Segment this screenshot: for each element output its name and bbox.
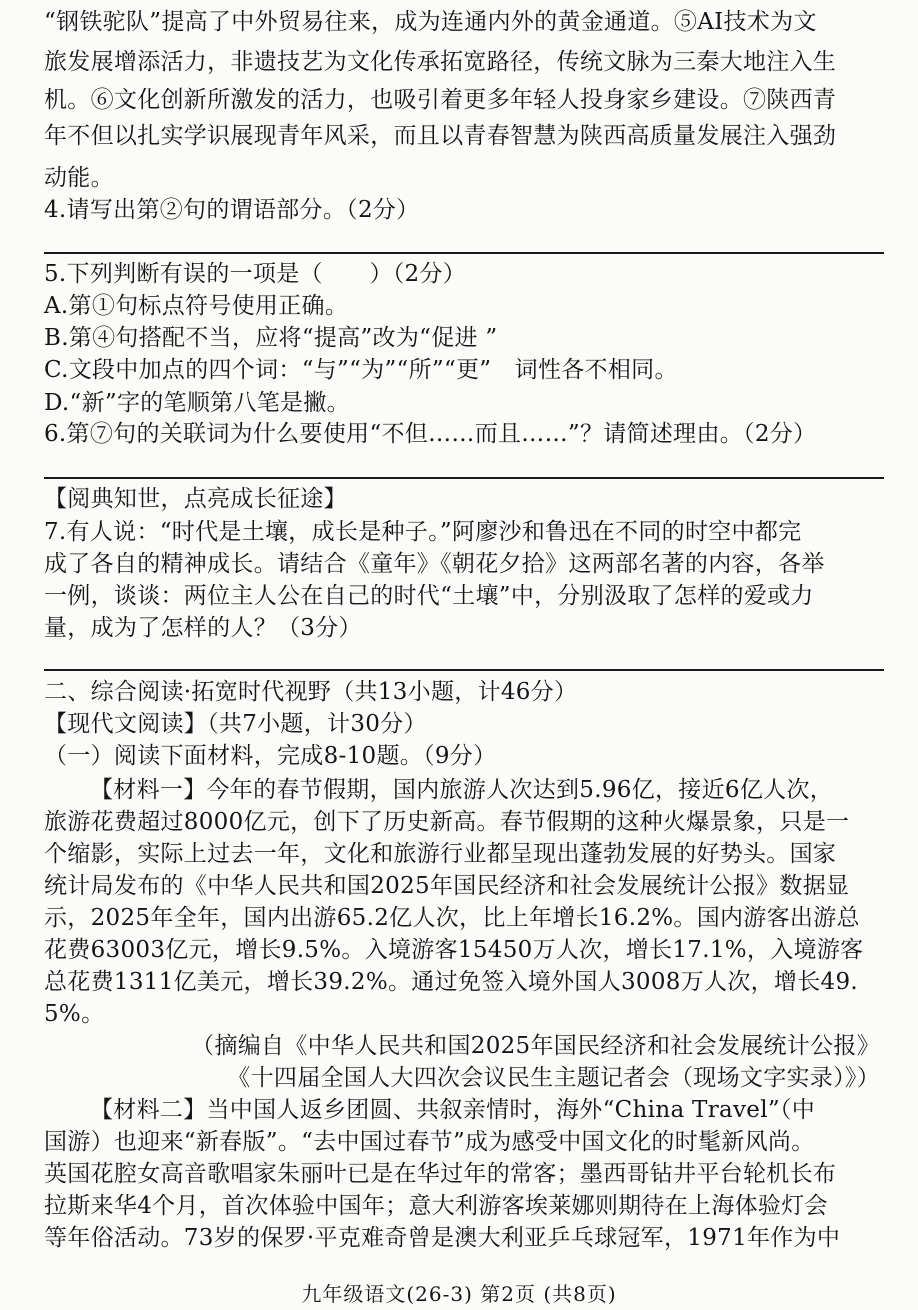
material-two-line: 拉斯来华4个月，首次体验中国年；意大利游客埃莱娜则期待在上海体验灯会 [44,1193,828,1219]
material-one-line: 旅游花费超过8000亿元，创下了历史新高。春节假期的这种火爆景象，只是一 [44,809,850,835]
modern-reading-title: 【现代文阅读】（共7小题，计30分） [44,711,427,737]
page-footer: 九年级语文(26-3) 第2页 (共8页) [301,1282,617,1306]
material-one-line: 花费63003亿元，增长9.5%。入境游客15450万人次，增长17.1%，入境游客 [44,937,864,963]
answer-line [44,477,884,479]
question-7-line: 成了各自的精神成长。请结合《童年》《朝花夕拾》这两部名著的内容，各举 [44,551,825,577]
question-7-line: 一例，谈谈：两位主人公在自己的时代“土壤”中，分别汲取了怎样的爱或力 [44,583,814,609]
option-b: B.第④句搭配不当，应将“提高”改为“促进 ” [44,325,498,351]
passage-line: 动能。 [44,165,114,191]
passage-line: “钢铁驼队”提高了中外贸易往来，成为连通内外的黄金通道。⑤AI技术为文 [44,9,817,35]
material-one-line: 个缩影，实际上过去一年，文化和旅游行业都呈现出蓬勃发展的好势头。国家 [44,841,837,867]
source-citation: 《十四届全国人大四次会议民生主题记者会（现场文字实录）》） [227,1065,880,1091]
option-a: A.第①句标点符号使用正确。 [44,293,349,319]
material-two-line: 【材料二】当中国人返乡团圆、共叙亲情时，海外“China Travel”（中 [90,1097,816,1123]
question-5-stem: 5.下列判断有误的一项是（ ）（2分） [44,261,467,287]
passage-line: 年不但以扎实学识展现青年风采，而且以青春智慧为陕西高质量发展注入强劲 [44,123,837,149]
answer-line [44,252,884,254]
material-one-line: 示，2025年全年，国内出游65.2亿人次，比上年增长16.2%。国内游客出游总 [44,905,860,931]
passage-line: 旅发展增添活力，非遗技艺为文化传承拓宽路径，传统文脉为三秦大地注入生 [44,49,837,75]
option-c: C.文段中加点的四个词：“与”“为”“所”“更” 词性各不相同。 [44,357,678,383]
question-7-line: 量，成为了怎样的人？（3分） [44,615,362,641]
answer-line [44,669,884,671]
section-title: 【阅典知世，点亮成长征途】 [44,486,347,512]
material-one-line: 总花费1311亿美元，增长39.2%。通过免签入境外国人3008万人次，增长49. [44,969,859,995]
material-one-line: 5%。 [44,1001,105,1027]
option-d: D.“新”字的笔顺第八笔是撇。 [44,390,350,416]
question-6: 6.第⑦句的关联词为什么要使用“不但……而且……”？请简述理由。（2分） [44,421,817,447]
material-one-line: 【材料一】今年的春节假期，国内旅游人次达到5.96亿，接近6亿人次， [90,777,834,803]
passage-line: 机。⑥文化创新所激发的活力，也吸引着更多年轻人投身家乡建设。⑦陕西青 [44,87,837,113]
source-citation: （摘编自《中华人民共和国2025年国民经济和社会发展统计公报》 [191,1033,880,1059]
question-7-line: 7.有人说：“时代是土壤，成长是种子。”阿廖沙和鲁迅在不同的时空中都完 [44,519,802,545]
material-two-line: 国游）也迎来“新春版”。“去中国过春节”成为感受中国文化的时髦新风尚。 [44,1129,815,1155]
material-two-line: 等年俗活动。73岁的保罗·平克难奇曾是澳大利亚乒乓球冠军，1971年作为中 [44,1225,841,1251]
part-two-title: 二、综合阅读·拓宽时代视野（共13小题，计46分） [44,679,578,705]
subsection-title: （一）阅读下面材料，完成8-10题。（9分） [44,743,497,769]
question-4: 4.请写出第②句的谓语部分。（2分） [44,197,420,223]
material-one-line: 统计局发布的《中华人民共和国2025年国民经济和社会发展统计公报》数据显 [44,873,850,899]
material-two-line: 英国花腔女高音歌唱家朱丽叶已是在华过年的常客；墨西哥钻井平台轮机长布 [44,1161,837,1187]
